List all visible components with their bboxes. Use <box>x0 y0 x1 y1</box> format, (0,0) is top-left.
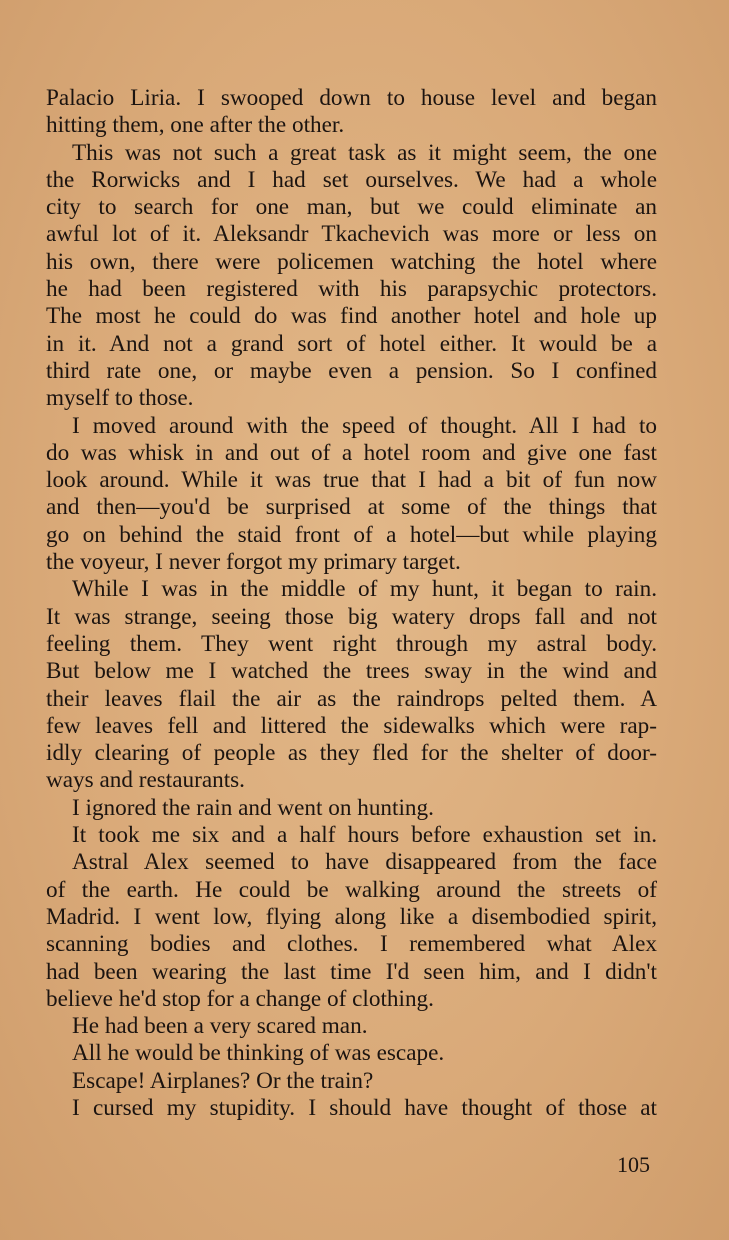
text-line: his own, there were policemen watching the hotel where <box>46 248 657 275</box>
text-line: ways and restaurants. <box>46 767 245 794</box>
text-line: few leaves fell and littered the sidewalks which were rap- <box>46 712 657 739</box>
text-line: I cursed my stupidity. I should have thought of those at <box>72 1094 657 1121</box>
text-line: and then—you'd be surprised at some of the things that <box>46 494 657 521</box>
body-text <box>46 85 657 1122</box>
text-line: city to search for one man, but we could eliminate an <box>46 194 657 221</box>
text-line: had been wearing the last time I'd seen him, and I didn't <box>46 958 657 985</box>
text-line: go on behind the staid front of a hotel—but while playing <box>46 521 657 548</box>
text-line: Madrid. I went low, flying along like a disembodied spirit, <box>46 903 657 930</box>
text-line: their leaves flail the air as the raindrops pelted them. A <box>46 685 657 712</box>
text-line: It was strange, seeing those big watery drops fall and not <box>46 603 657 630</box>
text-line: myself to those. <box>46 385 194 412</box>
text-line: Astral Alex seemed to have disappeared from the face <box>72 849 657 876</box>
text-line: He had been a very scared man. <box>72 1013 368 1040</box>
text-line: idly clearing of people as they fled for the shelter of door- <box>46 740 657 767</box>
text-line: believe he'd stop for a change of clothing. <box>46 985 434 1012</box>
text-line: It took me six and a half hours before exhaustion set in. <box>72 822 657 849</box>
text-line: Palacio Liria. I swooped down to house level and began <box>46 85 657 111</box>
text-line: look around. While it was true that I had a bit of fun now <box>46 467 657 494</box>
text-line: hitting them, one after the other. <box>46 112 345 139</box>
text-line: the Rorwicks and I had set ourselves. We had a whole <box>46 166 657 193</box>
text-line: While I was in the middle of my hunt, it began to rain. <box>72 576 657 603</box>
text-line: scanning bodies and clothes. I remembered what Alex <box>46 931 657 958</box>
text-line: he had been registered with his parapsychic protectors. <box>46 276 657 303</box>
text-line: All he would be thinking of was escape. <box>72 1040 445 1067</box>
text-line: I ignored the rain and went on hunting. <box>72 794 434 821</box>
text-line: the voyeur, I never forgot my primary target. <box>46 549 461 576</box>
text-line: do was whisk in and out of a hotel room and give one fast <box>46 439 657 466</box>
text-line: This was not such a great task as it might seem, the one <box>72 139 657 166</box>
page-number: 105 <box>617 1152 650 1177</box>
text-line: Escape! Airplanes? Or the train? <box>72 1067 374 1094</box>
text-line: third rate one, or maybe even a pension. So I confined <box>46 357 657 384</box>
text-line: in it. And not a grand sort of hotel either. It would be a <box>46 330 657 357</box>
text-line: I moved around with the speed of thought. All I had to <box>72 412 657 439</box>
text-line: The most he could do was find another hotel and hole up <box>46 303 657 330</box>
text-line: awful lot of it. Aleksandr Tkachevich was more or less on <box>46 221 657 248</box>
text-line: of the earth. He could be walking around the streets of <box>46 876 657 903</box>
text-line: But below me I watched the trees sway in the wind and <box>46 658 657 685</box>
text-line: feeling them. They went right through my astral body. <box>46 630 657 657</box>
